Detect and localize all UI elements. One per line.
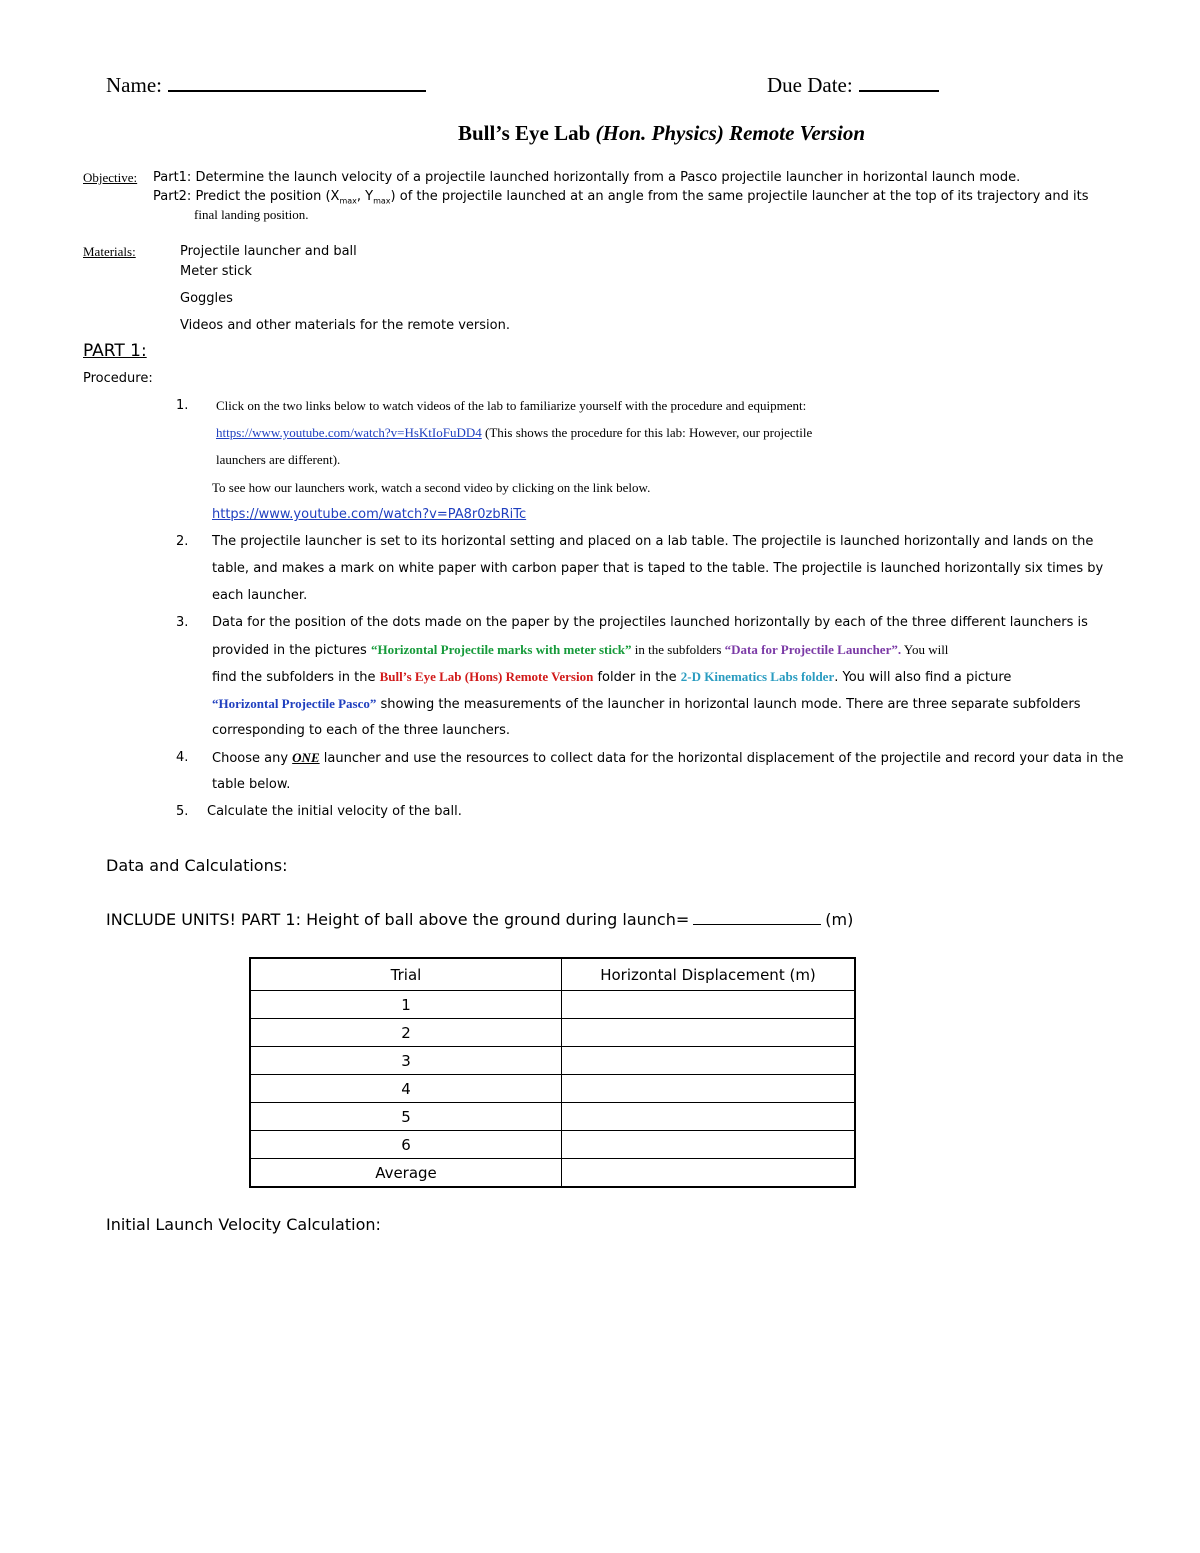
step3-line3	[212, 669, 1011, 685]
name-label: Name:	[106, 73, 162, 97]
displacement-cell[interactable]	[562, 1075, 856, 1103]
objective-sub-2: max	[373, 196, 391, 206]
displacement-cell[interactable]	[562, 1019, 856, 1047]
due-date-blank-line[interactable]	[859, 72, 939, 92]
step3-line1: Data for the position of the dots made on the paper by the projectiles launched horizontally by each of the three different launchers is	[212, 615, 1088, 630]
material-item: Meter stick	[180, 264, 252, 279]
table-row	[250, 1019, 855, 1047]
step3-text: . You will also find a picture	[834, 670, 1012, 685]
material-item: Videos and other materials for the remote version.	[180, 318, 510, 333]
procedure-label: Procedure:	[83, 371, 153, 386]
due-date-field	[767, 72, 939, 98]
name-field	[106, 72, 426, 98]
step3-blue-highlight: “Horizontal Projectile Pasco”	[212, 696, 377, 711]
table-header-row	[250, 958, 855, 991]
step-number: 5.	[176, 804, 189, 819]
step4-line2: table below.	[212, 777, 291, 792]
step-number: 1.	[176, 398, 189, 413]
due-date-label: Due Date:	[767, 73, 853, 97]
step-number: 4.	[176, 750, 189, 765]
objective-part2	[153, 189, 1089, 206]
step1-line2	[216, 425, 812, 441]
step3-red-highlight: Bull’s Eye Lab (Hons) Remote Version	[379, 669, 594, 684]
height-blank-line[interactable]	[693, 910, 821, 925]
trial-cell: Average	[250, 1159, 562, 1188]
step1-line2-text: (This shows the procedure for this lab: However, our projectile	[481, 425, 813, 440]
table-row	[250, 1131, 855, 1159]
name-blank-line[interactable]	[168, 72, 426, 92]
table-row	[250, 1103, 855, 1131]
step3-line4	[212, 696, 1080, 712]
trial-cell: 6	[250, 1131, 562, 1159]
step1-line5	[212, 507, 526, 522]
objective-part2-continued: final landing position.	[194, 207, 309, 222]
trial-cell: 1	[250, 991, 562, 1019]
trial-cell: 4	[250, 1075, 562, 1103]
displacement-cell[interactable]	[562, 991, 856, 1019]
trial-cell: 3	[250, 1047, 562, 1075]
header-horizontal-displacement: Horizontal Displacement (m)	[562, 958, 856, 991]
step3-teal-highlight: 2-D Kinematics Labs folder	[680, 669, 835, 684]
displacement-cell[interactable]	[562, 1103, 856, 1131]
trial-cell: 5	[250, 1103, 562, 1131]
initial-velocity-heading: Initial Launch Velocity Calculation:	[106, 1215, 381, 1234]
step3-line5: corresponding to each of the three launchers.	[212, 723, 510, 738]
objective-part1: Part1: Determine the launch velocity of a projectile launched horizontally from a Pasco projectile launcher in horizontal launch mode.	[153, 170, 1021, 185]
step1-line1: Click on the two links below to watch videos of the lab to familiarize yourself with the procedure and equipment:	[216, 398, 807, 413]
step1-line4: To see how our launchers work, watch a second video by clicking on the link below.	[212, 480, 651, 495]
title-main: Bull’s Eye Lab	[458, 121, 591, 145]
title-italic: (Hon. Physics) Remote Version	[595, 121, 866, 145]
step3-text: find the subfolders in the	[212, 670, 380, 685]
youtube-link-procedure[interactable]: https://www.youtube.com/watch?v=HsKtIoFuDD4	[216, 425, 482, 440]
displacement-cell[interactable]	[562, 1131, 856, 1159]
step3-green-highlight: “Horizontal Projectile marks with meter stick”	[370, 642, 632, 657]
step2-line3: each launcher.	[212, 588, 308, 603]
step3-line2	[212, 642, 948, 658]
step3-text: folder in the	[593, 670, 681, 685]
step4-one-emphasis: ONE	[292, 750, 320, 765]
objective-label: Objective:	[83, 170, 138, 185]
material-item: Projectile launcher and ball	[180, 244, 357, 259]
objective-part2-a: Part2: Predict the position (X	[153, 189, 340, 204]
step3-text: showing the measurements of the launcher in horizontal launch mode. There are three separate subfolders	[376, 697, 1081, 712]
displacement-cell[interactable]	[562, 1159, 856, 1188]
step4-text: launcher and use the resources to collect data for the horizontal displacement of the projectile and record your data in the	[319, 751, 1124, 766]
step3-purple-highlight: “Data for Projectile Launcher”.	[724, 642, 902, 657]
materials-label: Materials:	[83, 244, 136, 259]
height-prompt	[106, 910, 853, 929]
table-row	[250, 1075, 855, 1103]
trial-data-table	[249, 957, 856, 1188]
step3-text: You will	[901, 642, 949, 657]
displacement-cell[interactable]	[562, 1047, 856, 1075]
step-number: 2.	[176, 534, 189, 549]
table-row	[250, 991, 855, 1019]
step1-line3: launchers are different).	[216, 452, 341, 467]
youtube-link-launchers[interactable]: https://www.youtube.com/watch?v=PA8r0zbRiTc	[212, 507, 527, 522]
height-prompt-text: INCLUDE UNITS! PART 1: Height of ball above the ground during launch=	[106, 910, 690, 929]
table-row	[250, 1047, 855, 1075]
part1-heading: PART 1:	[83, 341, 147, 361]
step3-text: in the subfolders	[631, 642, 725, 657]
step3-text: provided in the pictures	[212, 643, 371, 658]
step2-line1: The projectile launcher is set to its horizontal setting and placed on a lab table. The projectile is launched horizontally and lands on the	[212, 534, 1094, 549]
data-calculations-heading: Data and Calculations:	[106, 856, 288, 875]
step4-line1	[212, 750, 1123, 766]
material-item: Goggles	[180, 291, 233, 306]
height-unit: (m)	[825, 910, 854, 929]
step2-line2: table, and makes a mark on white paper with carbon paper that is taped to the table. The projectile is launched horizontally six times by	[212, 561, 1104, 576]
objective-part2-b: , Y	[356, 189, 374, 204]
objective-sub-1: max	[339, 196, 357, 206]
trial-cell: 2	[250, 1019, 562, 1047]
step5-line1: Calculate the initial velocity of the ball.	[207, 804, 462, 819]
objective-part2-c: ) of the projectile launched at an angle from the same projectile launcher at the top of its trajectory and its	[390, 189, 1089, 204]
header-trial: Trial	[250, 958, 562, 991]
step4-text: Choose any	[212, 751, 293, 766]
step-number: 3.	[176, 615, 189, 630]
table-row	[250, 1159, 855, 1188]
document-title	[458, 121, 865, 146]
